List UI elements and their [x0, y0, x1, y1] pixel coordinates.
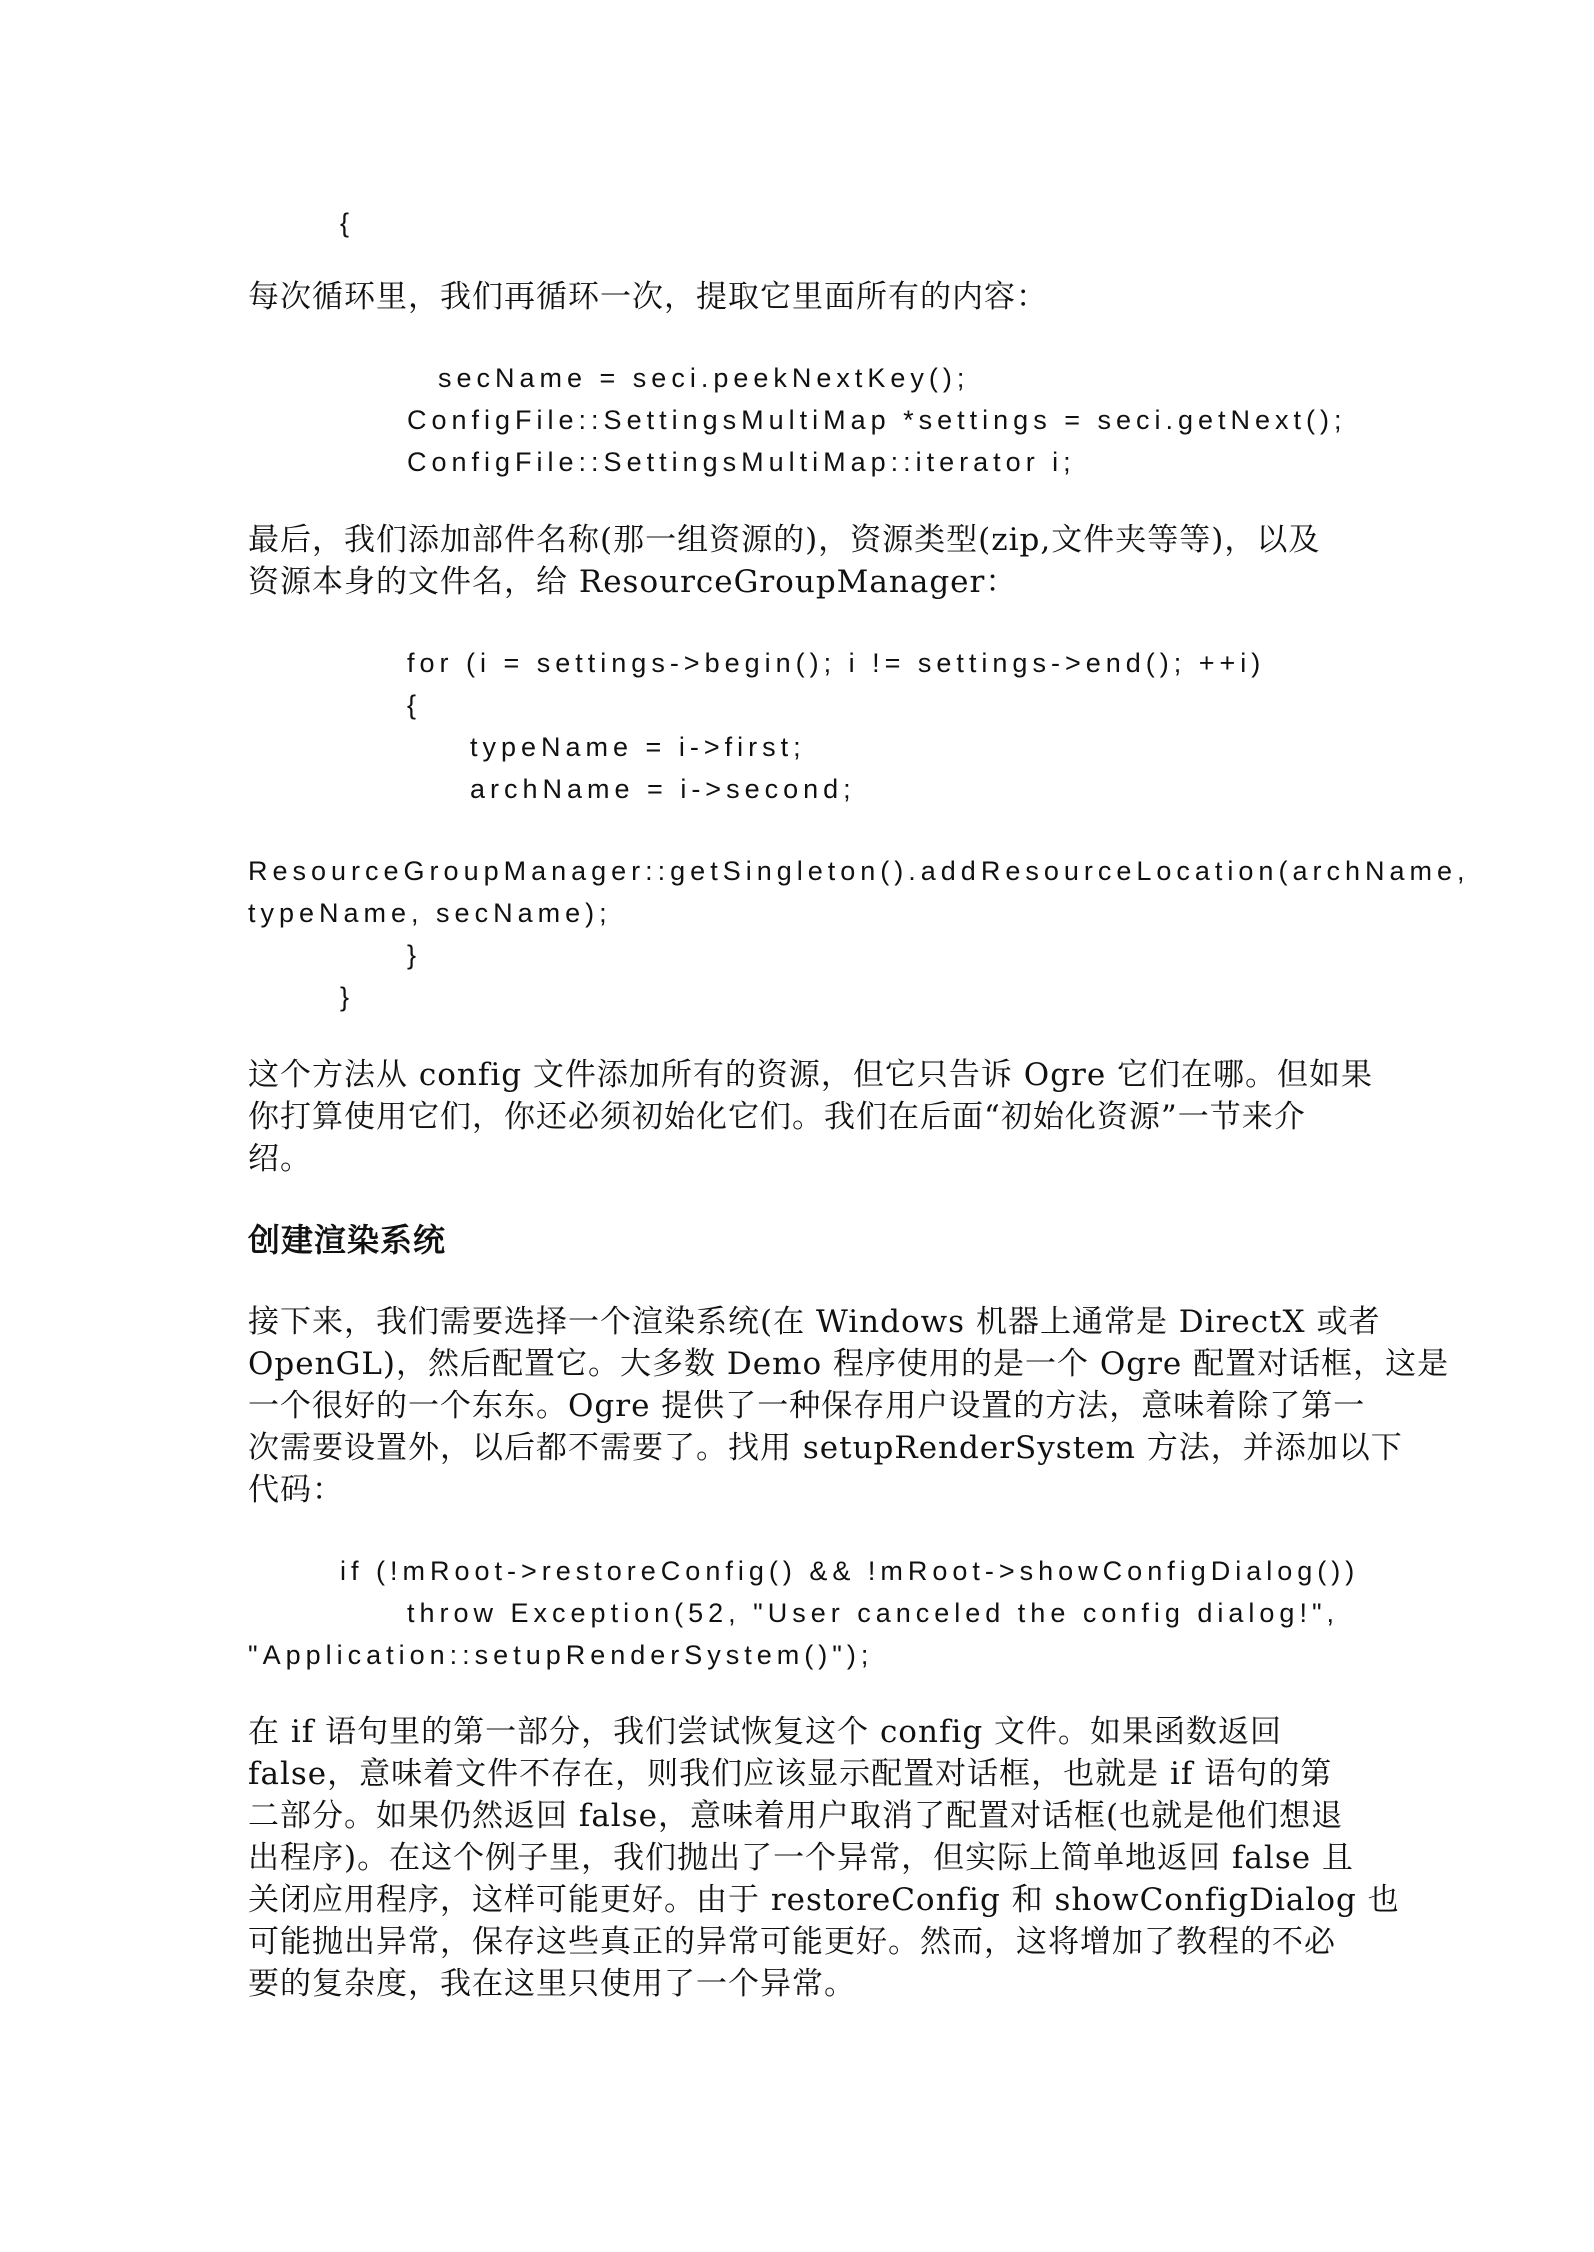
paragraph-5-line-4: 出程序)。在这个例子里，我们抛出了一个异常，但实际上简单地返回 false 且	[248, 1840, 1354, 1876]
paragraph-1-line-1: 每次循环里，我们再循环一次，提取它里面所有的内容：	[248, 279, 1048, 315]
paragraph-4-line-2: OpenGL)，然后配置它。大多数 Demo 程序使用的是一个 Ogre 配置对话框，这是	[248, 1346, 1450, 1382]
paragraph-5-line-2: false，意味着文件不存在，则我们应该显示配置对话框，也就是 if 语句的第	[248, 1756, 1333, 1792]
paragraph-4-line-4: 次需要设置外，以后都不需要了。找用 setupRenderSystem 方法，并添加以下	[248, 1430, 1403, 1466]
paragraph-3-line-3: 绍。	[248, 1141, 312, 1177]
paragraph-5-line-7: 要的复杂度，我在这里只使用了一个异常。	[248, 1966, 856, 2002]
paragraph-2-line-1: 最后，我们添加部件名称(那一组资源的)，资源类型(zip,文件夹等等)，以及	[248, 522, 1321, 558]
paragraph-3-line-2: 你打算使用它们，你还必须初始化它们。我们在后面“初始化资源”一节来介	[248, 1099, 1306, 1135]
paragraph-4-line-5: 代码：	[248, 1472, 344, 1508]
paragraph-5-line-1: 在 if 语句里的第一部分，我们尝试恢复这个 config 文件。如果函数返回	[248, 1714, 1283, 1750]
code-arch-name-line: archName = i->second;	[470, 774, 856, 804]
paragraph-4-line-1: 接下来，我们需要选择一个渲染系统(在 Windows 机器上通常是 DirectX 或者	[248, 1304, 1381, 1340]
code-add-resource-line: ResourceGroupManager::getSingleton().addResourceLocation(archName,	[248, 856, 1470, 886]
paragraph-5-line-5: 关闭应用程序，这样可能更好。由于 restoreConfig 和 showConfigDialog 也	[248, 1882, 1400, 1918]
code-add-resource-args-line: typeName, secName);	[248, 898, 612, 928]
paragraph-2-line-2: 资源本身的文件名，给 ResourceGroupManager：	[248, 564, 1018, 600]
code-for-open-brace: {	[407, 690, 422, 720]
paragraph-3-line-1: 这个方法从 config 文件添加所有的资源，但它只告诉 Ogre 它们在哪。但如果	[248, 1057, 1374, 1093]
paragraph-5-line-3: 二部分。如果仍然返回 false，意味着用户取消了配置对话框(也就是他们想退	[248, 1798, 1344, 1834]
code-if-restore-line: if (!mRoot->restoreConfig() && !mRoot->showConfigDialog())	[340, 1556, 1360, 1586]
code-throw-args-line: "Application::setupRenderSystem()");	[248, 1640, 874, 1670]
code-open-brace: {	[340, 208, 355, 238]
section-heading: 创建渲染系统	[248, 1221, 447, 1259]
code-for-close-brace: }	[407, 940, 422, 970]
code-type-name-line: typeName = i->first;	[470, 732, 806, 762]
code-iterator-line: ConfigFile::SettingsMultiMap::iterator i;	[407, 447, 1076, 477]
paragraph-4-line-3: 一个很好的一个东东。Ogre 提供了一种保存用户设置的方法，意味着除了第一	[248, 1388, 1366, 1424]
code-for-loop-line: for (i = settings->begin(); i != settings->end(); ++i)	[407, 648, 1266, 678]
paragraph-5-line-6: 可能抛出异常，保存这些真正的异常可能更好。然而，这将增加了教程的不必	[248, 1924, 1336, 1960]
code-throw-line: throw Exception(52, "User canceled the config dialog!",	[407, 1598, 1340, 1628]
code-settings-line: ConfigFile::SettingsMultiMap *settings = seci.getNext();	[407, 405, 1347, 435]
code-sec-name-line: secName = seci.peekNextKey();	[438, 363, 970, 393]
code-outer-close-brace: }	[340, 982, 355, 1012]
